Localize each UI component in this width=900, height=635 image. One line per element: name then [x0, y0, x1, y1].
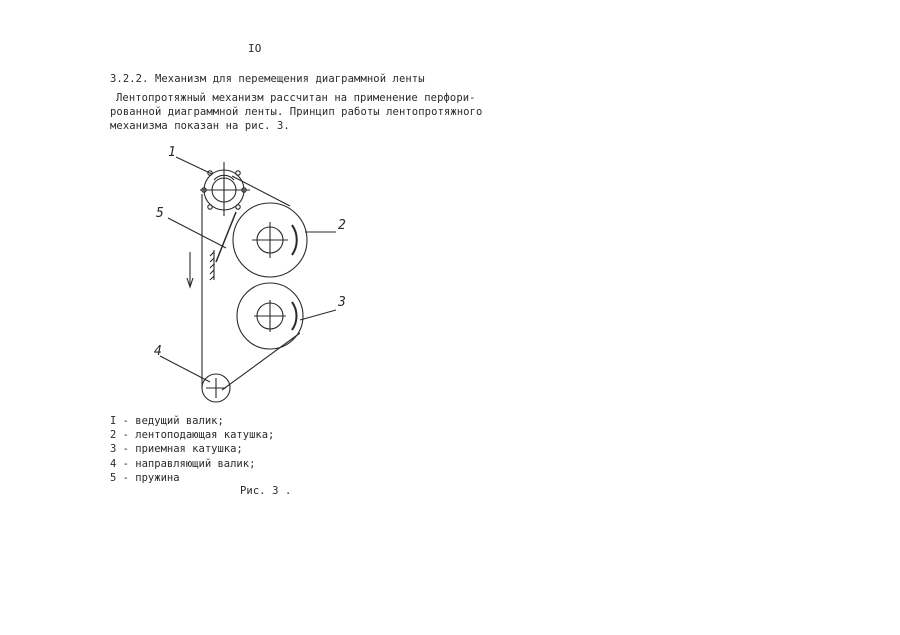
- supply-spool: [233, 203, 307, 277]
- legend-item: 2 - лентоподающая катушка;: [110, 429, 275, 442]
- callout-leader: [176, 157, 212, 174]
- tape-path: [222, 333, 300, 390]
- callout-label: 2: [338, 218, 346, 233]
- paragraph-line: рованной диаграммной ленты. Принцип работы лентопротяжного: [110, 106, 483, 118]
- take-up-spool: [237, 283, 303, 349]
- figure-legend: [110, 414, 274, 485]
- section-heading: 3.2.2. Механизм для перемещения диаграммной ленты: [110, 73, 425, 85]
- callout-label: 1: [168, 145, 176, 160]
- legend-item: 4 - направляющий валик;: [110, 457, 256, 470]
- callout-label: 5: [156, 206, 164, 221]
- callout-label: 3: [338, 295, 346, 310]
- legend-item: 3 - приемная катушка;: [110, 443, 243, 456]
- paragraph-line: механизма показан на рис. 3.: [110, 120, 290, 132]
- drive-roller: [200, 162, 250, 216]
- callout-leader: [168, 218, 226, 248]
- legend-item: 5 - пружина: [110, 471, 180, 484]
- guide-roller: [202, 374, 230, 402]
- figure-caption: Рис. 3 .: [240, 485, 292, 497]
- callout-leader: [300, 310, 336, 320]
- arrow-down-icon: [187, 252, 193, 287]
- page-number: IO: [248, 42, 262, 55]
- paragraph-line: Лентопротяжный механизм рассчитан на применение перфори-: [116, 92, 476, 104]
- callout-label: 4: [154, 344, 162, 359]
- legend-item: I - ведущий валик;: [110, 415, 224, 427]
